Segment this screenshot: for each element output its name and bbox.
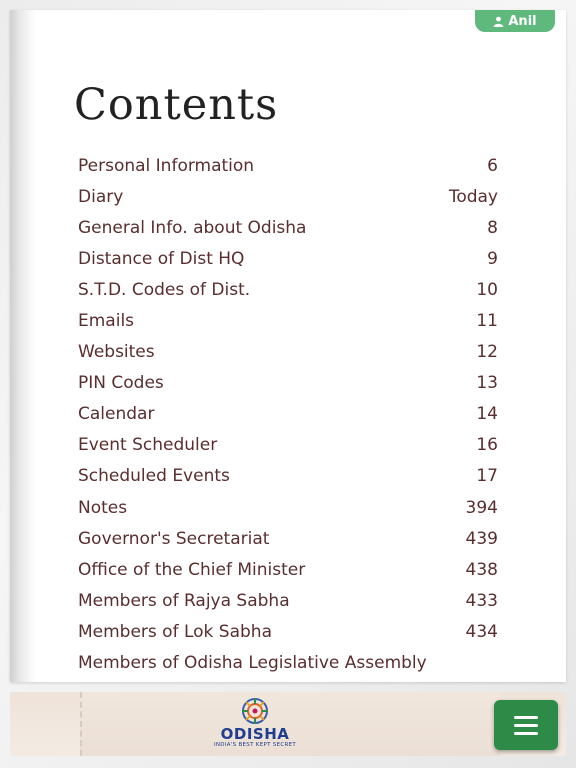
toc-label: Personal Information	[78, 155, 255, 176]
toc-label: Distance of Dist HQ	[78, 248, 245, 269]
toc-label: Scheduled Events	[78, 466, 230, 487]
toc-row[interactable]	[78, 181, 498, 212]
toc-page-number: 9	[487, 248, 498, 269]
toc-label: Diary	[78, 186, 124, 207]
toc-label: Members of Rajya Sabha	[78, 590, 290, 611]
page-title: Contents	[74, 80, 279, 130]
toc-row[interactable]	[78, 523, 498, 554]
toc-page-number: 11	[476, 311, 498, 332]
toc-row[interactable]	[78, 337, 498, 368]
toc-label: General Info. about Odisha	[78, 217, 307, 238]
table-of-contents	[78, 150, 498, 679]
user-name: Anil	[508, 13, 537, 29]
toc-label: S.T.D. Codes of Dist.	[78, 279, 251, 300]
toc-label: Notes	[78, 497, 128, 518]
toc-row[interactable]	[78, 554, 498, 585]
menu-button[interactable]	[494, 700, 558, 750]
toc-page-number: 8	[487, 217, 498, 238]
toc-row[interactable]	[78, 585, 498, 616]
toc-page-number: 6	[487, 155, 498, 176]
toc-row[interactable]	[78, 616, 498, 647]
toc-row[interactable]	[78, 461, 498, 492]
toc-page-number: 14	[476, 404, 498, 425]
toc-page-number: 16	[476, 435, 498, 456]
toc-row[interactable]	[78, 150, 498, 181]
toc-label: Governor's Secretariat	[78, 528, 270, 549]
toc-page-number: 394	[465, 497, 498, 518]
footer-banner	[10, 692, 566, 756]
contents-page	[10, 10, 566, 682]
toc-label: Members of Odisha Legislative Assembly	[78, 653, 427, 674]
toc-row[interactable]	[78, 243, 498, 274]
logo-text: ODISHA	[220, 725, 290, 743]
toc-row[interactable]	[78, 399, 498, 430]
toc-row[interactable]	[78, 430, 498, 461]
toc-page-number: 12	[476, 342, 498, 363]
toc-page-number: 10	[476, 279, 498, 300]
toc-label: Calendar	[78, 404, 155, 425]
logo-tagline: INDIA'S BEST KEPT SECRET	[213, 742, 297, 748]
toc-page-number: 433	[465, 590, 498, 611]
toc-page-number: Today	[448, 186, 498, 207]
toc-label: Emails	[78, 311, 135, 332]
toc-row[interactable]	[78, 305, 498, 336]
hamburger-menu-icon	[514, 716, 538, 719]
toc-row[interactable]	[78, 212, 498, 243]
toc-row[interactable]	[78, 274, 498, 305]
toc-page-number: 13	[476, 373, 498, 394]
toc-label: Event Scheduler	[78, 435, 218, 456]
toc-label: Office of the Chief Minister	[78, 559, 306, 580]
hamburger-menu-icon	[514, 732, 538, 735]
toc-page-number: 438	[465, 559, 498, 580]
toc-page-number: 434	[465, 621, 498, 642]
odisha-emblem-icon	[238, 696, 272, 726]
toc-page-number: 439	[465, 528, 498, 549]
toc-page-number: 17	[476, 466, 498, 487]
toc-label: Websites	[78, 342, 155, 363]
toc-label: PIN Codes	[78, 373, 164, 394]
user-icon	[493, 16, 504, 27]
hamburger-menu-icon	[514, 724, 538, 727]
toc-row[interactable]	[78, 648, 498, 679]
book-spine	[10, 10, 36, 682]
toc-label: Members of Lok Sabha	[78, 621, 272, 642]
user-badge[interactable]	[475, 10, 555, 32]
toc-row[interactable]	[78, 368, 498, 399]
odisha-logo	[200, 696, 310, 752]
toc-row[interactable]	[78, 492, 498, 523]
